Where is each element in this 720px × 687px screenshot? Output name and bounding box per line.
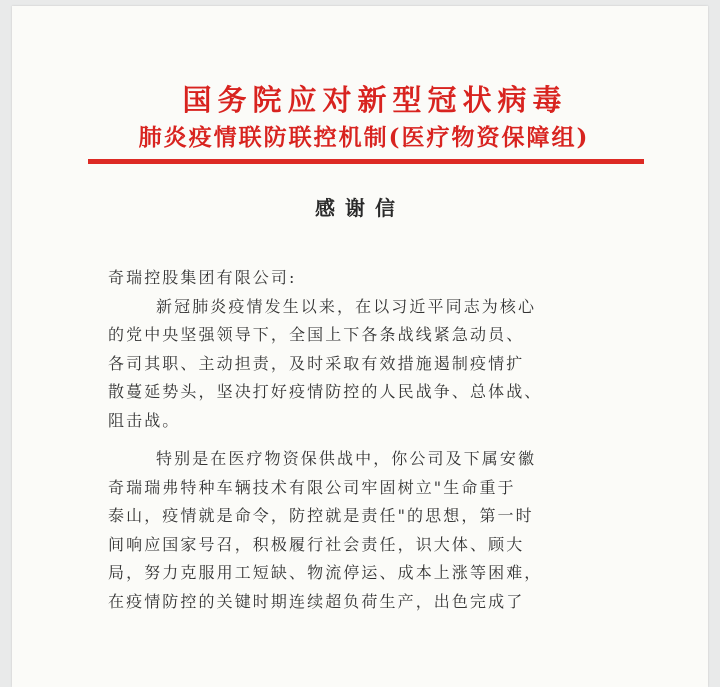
letter-body [108,264,628,616]
paragraph-line: 各司其职、主动担责，及时采取有效措施遏制疫情扩 [108,353,525,373]
letterhead [12,80,708,156]
paragraph-gap [108,435,628,445]
paragraph-line: 新冠肺炎疫情发生以来，在以习近平同志为核心 [156,296,537,316]
paragraph-line: 在疫情防控的关键时期连续超负荷生产，出色完成了 [108,591,525,611]
letter-page [12,6,708,687]
paragraph-line: 阻击战。 [108,410,181,430]
letterhead-line-1: 国务院应对新型冠状病毒 [182,83,568,117]
paragraph-line: 泰山，疫情就是命令，防控就是责任"的思想，第一时 [108,506,534,525]
paragraph-line: 散蔓延势头，坚决打好疫情防控的人民战争、总体战、 [108,382,543,401]
paragraph-line: 局，努力克服用工短缺、物流停运、成本上涨等困难， [108,563,543,582]
letterhead-line-2: 肺炎疫情联防联控机制(医疗物资保障组) [138,124,590,151]
paragraph-line: 特别是在医疗物资保供战中，你公司及下属安徽 [156,449,537,468]
paragraph-line: 的党中央坚强领导下，全国上下各条战线紧急动员、 [108,325,525,344]
salutation: 奇瑞控股集团有限公司: [108,268,297,287]
letterhead-red-rule [88,159,644,164]
letter-title: 感谢信 [315,196,405,220]
paragraph-1 [108,293,628,436]
paragraph-2 [108,445,628,616]
paragraph-line: 间响应国家号召，积极履行社会责任，识大体、顾大 [108,534,525,554]
paragraph-line: 奇瑞瑞弗特种车辆技术有限公司牢固树立"生命重于 [108,477,516,497]
